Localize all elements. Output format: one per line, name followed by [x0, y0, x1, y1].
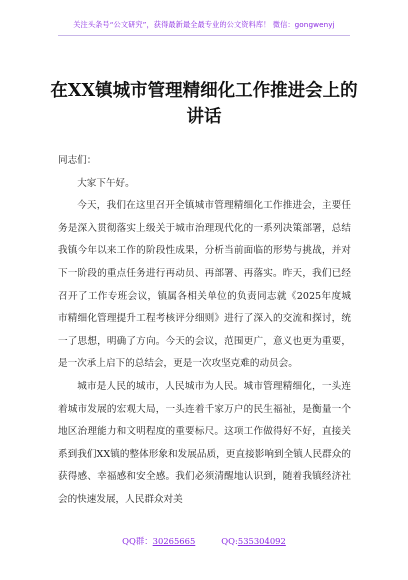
header-divider — [58, 35, 350, 36]
qq-contact-label: QQ: — [221, 536, 238, 546]
qq-contact-number[interactable]: 535304092 — [237, 536, 286, 546]
paragraph-significance: 城市是人民的城市，人民城市为人民。城市管理精细化，一头连着城市发展的宏观大局，一头连着千家万户的民生福祉，是衡量一个地区治理能力和文明程度的重要标尺。这项工作做得好不好，直接关系到我们XX镇的整体形象和发展品质，更直接影响到全镇人民群众的获得感、幸福感和安全感。我们必须清醒地认识到，随着我镇经济社会的快速发展，人民群众对美 — [58, 380, 351, 505]
qq-group-number[interactable]: 30265665 — [152, 536, 196, 546]
header-notice: 关注头条号“公文研究”，获得最新最全最专业的公文资料库！ 微信：gongwenyj — [73, 20, 335, 29]
page-header — [0, 20, 408, 30]
salutation: 同志们： — [58, 155, 97, 166]
paragraph-greeting: 大家下午好。 — [77, 177, 135, 189]
page-footer — [0, 535, 408, 547]
document-body — [58, 150, 351, 512]
document-title: 在XX镇城市管理精细化工作推进会上的讲话 — [50, 81, 358, 127]
paragraph-introduction: 今天，我们在这里召开全镇城市管理精细化工作推进会，主要任务是深入贯彻落实上级关于城市治理现代化的一系列决策部署，总结我镇今年以来工作的阶段性成果，分析当前面临的形势与挑战，并对下一阶段的重点任务进行再动员、再部署、再落实。昨天，我们已经召开了工作专班会议，镇属各相关单位的负责同志就《2025年度城市精细化管理提升工程考核评分细则》进行了深入的交流和探讨，统一了思想，明确了方向。今天的会议，范围更广，意义也更为重要，是一次承上启下的总结会，更是一次攻坚克难的动员会。 — [58, 200, 351, 370]
qq-group-label: QQ群： — [122, 536, 153, 546]
